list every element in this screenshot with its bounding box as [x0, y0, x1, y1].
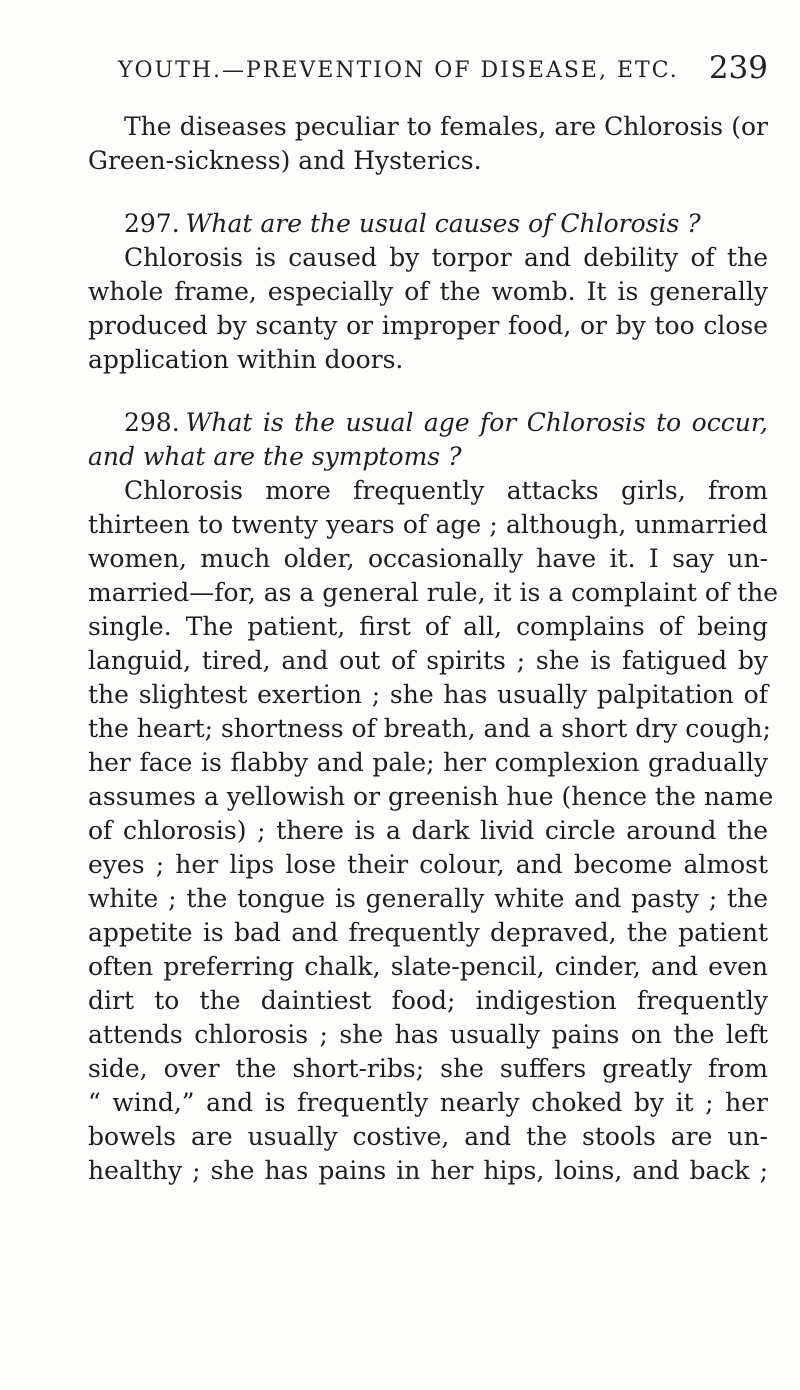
answer-line: often preferring chalk, slate-pencil, cinder, and even	[88, 952, 768, 981]
page-number: 239	[708, 50, 768, 86]
answer-line: her face is flabby and pale; her complexion gradually	[88, 748, 768, 777]
paragraph-gap	[88, 178, 768, 207]
question-number: 297.	[124, 209, 180, 238]
answer-line: eyes ; her lips lose their colour, and become almost	[88, 850, 768, 879]
answer-line: side, over the short-ribs; she suffers greatly from	[88, 1054, 768, 1083]
running-header	[118, 50, 768, 90]
answer-line: produced by scanty or improper food, or by too close	[88, 311, 768, 340]
text-line: The diseases peculiar to females, are Chlorosis (or	[124, 112, 768, 141]
answer-line: “ wind,” and is frequently nearly choked by it ; her	[88, 1088, 768, 1117]
answer-line: appetite is bad and frequently depraved, the patient	[88, 918, 768, 947]
question-number: 298.	[124, 408, 180, 437]
answer-line: of chlorosis) ; there is a dark livid circle around the	[88, 816, 768, 845]
question-text-continued: and what are the symptoms ?	[88, 442, 462, 471]
paragraph-gap	[88, 377, 768, 406]
answer-line: whole frame, especially of the womb. It is generally	[88, 277, 768, 306]
body-text	[88, 110, 779, 1188]
answer-line: attends chlorosis ; she has usually pains on the left	[88, 1020, 768, 1049]
answer-line: languid, tired, and out of spirits ; she is fatigued by	[88, 646, 768, 675]
text-line: Green-sickness) and Hysterics.	[88, 146, 482, 175]
answer-line: application within doors.	[88, 345, 404, 374]
running-title: YOUTH.—PREVENTION OF DISEASE, ETC.	[118, 58, 679, 83]
question-298-heading	[88, 406, 768, 440]
answer-line: dirt to the daintiest food; indigestion frequently	[88, 986, 768, 1015]
answer-line: single. The patient, first of all, complains of being	[88, 612, 768, 641]
answer-line: bowels are usually costive, and the stools are un-	[88, 1122, 768, 1151]
answer-line: the slightest exertion ; she has usually palpitation of	[88, 680, 768, 709]
answer-line: thirteen to twenty years of age ; although, unmarried	[88, 510, 768, 539]
answer-line: assumes a yellowish or greenish hue (hence the name	[88, 782, 774, 811]
answer-line: Chlorosis is caused by torpor and debility of the	[124, 243, 768, 272]
answer-line: Chlorosis more frequently attacks girls, from	[124, 476, 768, 505]
answer-line: healthy ; she has pains in her hips, loins, and back ;	[88, 1156, 768, 1185]
question-text: What is the usual age for Chlorosis to occur,	[185, 408, 768, 437]
question-text: What are the usual causes of Chlorosis ?	[185, 209, 701, 238]
answer-line: the heart; shortness of breath, and a short dry cough;	[88, 714, 771, 743]
answer-line: white ; the tongue is generally white and pasty ; the	[88, 884, 768, 913]
answer-line: women, much older, occasionally have it. I say un-	[88, 544, 768, 573]
answer-line: married—for, as a general rule, it is a complaint of the	[88, 578, 779, 607]
question-297-heading	[88, 207, 768, 241]
